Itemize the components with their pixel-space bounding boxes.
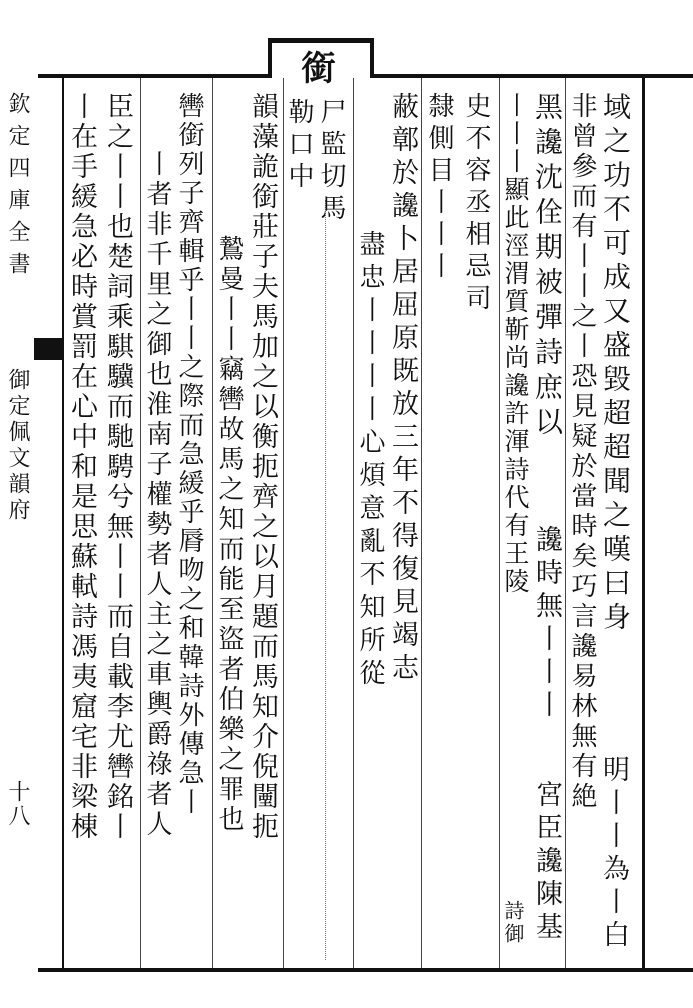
text-column: 明丨丨為丨白: [598, 755, 629, 953]
tab-right-border: [370, 38, 374, 78]
text-column: 丨在手緩急必時賞罰在心中和是思蘇軾詩馮夷窟宅非梁棟: [66, 92, 97, 842]
text-column: 隸側目丨丨丨: [424, 92, 454, 284]
rule-3: [421, 78, 422, 968]
right-border: [642, 78, 645, 970]
dotted-rule-1: [325, 200, 326, 960]
fish-tail-mark: [34, 338, 62, 360]
rule-1: [565, 78, 566, 968]
text-column: 轡銜列子齊輯乎丨丨之際而急緩乎脣吻之和韓詩外傳急丨: [174, 92, 204, 817]
text-column: 讒時無丨丨丨: [531, 525, 562, 723]
text-column: 黑讒沈佺期被彈詩庶以: [531, 92, 564, 442]
text-column: 域之功不可成又盛毀超超聞之嘆曰身: [599, 92, 632, 636]
rule-7: [140, 78, 141, 968]
text-column: 丨丨丨顯此涇渭質靳尚讒許渾詩代有王陵: [501, 92, 530, 596]
text-column: 韻藻詭銜莊子夫馬加之以衡扼齊之以月題而馬知介倪闉扼: [247, 92, 278, 842]
rule-5: [283, 78, 284, 968]
work-title: 御定佩文韻府: [5, 368, 30, 524]
tab-left-border: [268, 38, 272, 78]
text-column: 非曾參而有丨丨之丨恐見疑於當時矣巧言讒易林無有絶: [567, 92, 597, 812]
text-column: 盡忠丨丨丨丨心煩意亂不知所從: [355, 230, 385, 692]
text-column: 史不容丞相忌司: [461, 92, 491, 316]
page-number: 十八: [5, 780, 30, 828]
rule-4: [353, 78, 354, 968]
text-column: 宮臣讒陳基: [531, 780, 562, 945]
left-border: [62, 78, 64, 970]
rule-6: [212, 78, 213, 968]
text-column: 詩御: [501, 900, 525, 946]
text-column: 蔽鄣於讒卜居屈原既放三年不得復見竭志: [387, 92, 418, 686]
bottom-border: [38, 968, 693, 972]
tab-top-border: [268, 38, 374, 43]
book-title: 欽定四庫全書: [5, 92, 30, 284]
text-column: 尸監切馬: [316, 98, 346, 226]
rule-2: [499, 78, 500, 968]
text-column: 鷙曼丨丨竊轡故馬之知而能至盜者伯樂之罪也: [214, 235, 244, 835]
text-column: 勒口中: [284, 98, 314, 194]
text-column: 丨者非千里之御也淮南子權勢者人主之車輿爵祿者人: [142, 150, 172, 840]
top-border-left: [38, 74, 272, 78]
rhyme-heading: 銜: [295, 50, 335, 86]
text-column: 臣之丨丨也楚詞乘騏驥而馳騁兮無丨丨而自載李尤轡銘丨: [102, 92, 133, 842]
